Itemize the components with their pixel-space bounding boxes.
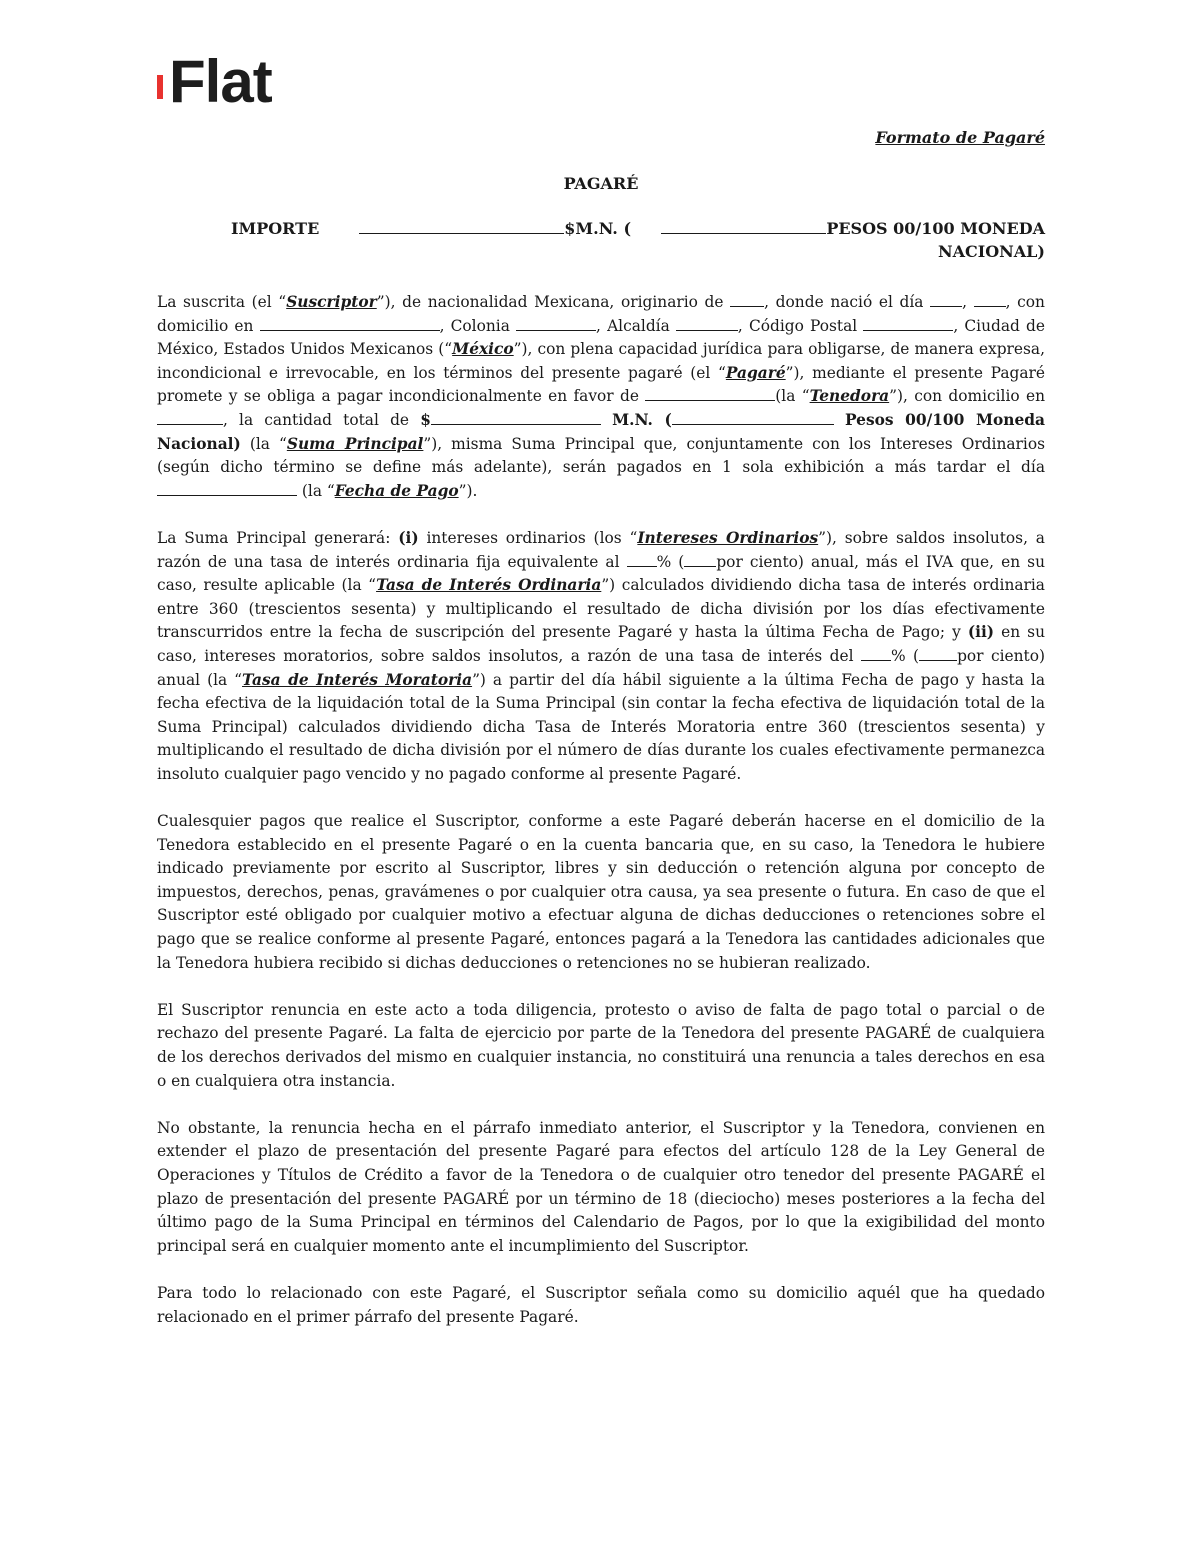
term-suma-principal: Suma Principal: [286, 434, 424, 453]
term-pagare: Pagaré: [725, 363, 786, 382]
importe-words-blank: [661, 218, 826, 234]
term-intereses-ordinarios: Intereses Ordinarios: [637, 528, 819, 547]
paragraph-pagos: Cualesquier pagos que realice el Suscriptor, conforme a este Pagaré deberán hacerse en el domicilio de la Tenedora establecido en el presente Pagaré o en la cuenta bancaria que, en su caso, la Tenedora le hubiere indicado previamente por escrito al Suscriptor, libres y sin deducción o retención alguna por concepto de impuestos, derechos, penas, gravámenes o por cualquier otra causa, ya sea presente o futura. En caso de que el Suscriptor esté obligado por cualquier motivo a efectuar alguna de dichas deducciones o retenciones sobre el pago que se realice conforme al presente Pagaré, entonces pagará a la Tenedora las cantidades adicionales que la Tenedora hubiera recibido si dichas deducciones o retenciones no se hubieran realizado.: [157, 812, 1045, 972]
paragraph-plazo: No obstante, la renuncia hecha en el párrafo inmediato anterior, el Suscriptor y la Tenedora, convienen en extender el plazo de presentación del presente Pagaré para efectos del artículo 128 de la Ley General de Operaciones y Títulos de Crédito a favor de la Tenedora o de cualquier otro tenedor del presente PAGARÉ el plazo de presentación del presente PAGARÉ por un término de 18 (dieciocho) meses posteriores a la fecha del último pago de la Suma Principal en términos del Calendario de Pagos, por lo que la exigibilidad del monto principal será en cualquier momento ante el incumplimiento del Suscriptor.: [157, 1118, 1045, 1255]
paragraph-domicilio: Para todo lo relacionado con este Pagaré, el Suscriptor señala como su domicilio aquél que ha quedado relacionado en el primer párrafo del presente Pagaré.: [157, 1283, 1045, 1326]
importe-label: IMPORTE: [231, 219, 320, 238]
document-label: Formato de Pagaré: [875, 128, 1045, 147]
logo-text: Flat: [169, 48, 272, 115]
blank-tenedora-name: [645, 386, 775, 401]
term-tenedora: Tenedora: [809, 387, 890, 406]
flat-logo: [157, 48, 272, 115]
paragraph-intereses: La Suma Principal generará: (i) intereses ordinarios (los “Intereses Ordinarios”), sobre saldos insolutos, a razón de una tasa de interés ordinaria fija equivalente al % ( por ciento) anual, más el IVA que, en su caso, resulte aplicable (la “Tasa de Interés Ordinaria”) calculados dividiendo dicha tasa de interés ordinaria entre 360 (trescientos sesenta) y multiplicando el resultado de dicha división por los días efectivamente transcurridos entre la fecha de suscripción del presente Pagaré y hasta la última Fecha de Pago; y (ii) en su caso, intereses moratorios, sobre saldos insolutos, a razón de una tasa de interés del % ( por ciento) anual (la “Tasa de Interés Moratoria”) a partir del día hábil siguiente a la última Fecha de pago y hasta la fecha efectiva de la liquidación total de la Suma Principal (sin contar la fecha efectiva de liquidación total de la Suma Principal) calculados dividiendo dicha Tasa de Interés Moratoria entre 360 (trescientos sesenta) y multiplicando el resultado de dicha división por el número de días durante los cuales efectivamente permanezca insoluto cualquier pago vencido y no pagado conforme al presente Pagaré.: [157, 528, 1045, 783]
importe-line: [157, 217, 1045, 263]
blank-origin: [730, 292, 764, 307]
blank-colonia: [516, 316, 596, 331]
blank-ordinary-rate: [627, 552, 657, 567]
term-suscriptor: Suscriptor: [286, 293, 377, 311]
document-body: [157, 128, 1045, 1329]
importe-currency: $M.N. (: [564, 219, 632, 238]
blank-day: [930, 292, 962, 307]
importe-right-text: PESOS 00/100 MONEDA: [826, 219, 1045, 238]
blank-alcaldia: [676, 316, 738, 331]
paragraph-renuncia: El Suscriptor renuncia en este acto a toda diligencia, protesto o aviso de falta de pago total o parcial o de rechazo del presente Pagaré. La falta de ejercicio por parte de la Tenedora del presente PAGARÉ de cualquiera de los derechos derivados del mismo en cualquier instancia, no constituirá una renuncia a tales derechos en esa o en cualquiera otra instancia.: [157, 1000, 1045, 1090]
blank-address: [260, 316, 440, 331]
blank-tenedora-address: [157, 410, 223, 425]
term-tasa-moratoria: Tasa de Interés Moratoria: [242, 670, 473, 689]
paragraph-suscriptor: La suscrita (el “Suscriptor”), de nacionalidad Mexicana, originario de , donde nació el día , , con domicilio en , Colonia , Alcaldía , Código Postal , Ciudad de México, Estados Unidos Mexicanos (“México”), con plena capacidad jurídica para obligarse, de manera expresa, incondicional e irrevocable, en los términos del presente pagaré (el “Pagaré”), mediante el presente Pagaré promete y se obliga a pagar incondicionalmente en favor de (la “Tenedora”), con domicilio en , la cantidad total de $ M.N. ( Pesos 00/100 Moneda Nacional) (la “Suma Principal”), misma Suma Principal que, conjuntamente con los Intereses Ordinarios (según dicho término se define más adelante), serán pagados en 1 sola exhibición a más tardar el día (la “Fecha de Pago”).: [157, 293, 1045, 500]
importe-right: [661, 217, 1045, 263]
blank-postal-code: [863, 316, 953, 331]
logo-accent-bar: [157, 75, 163, 99]
blank-due-date: [157, 481, 297, 496]
importe-amount-blank: [359, 218, 564, 234]
blank-amount-words: [672, 410, 834, 425]
term-mexico: México: [452, 340, 514, 359]
document-title: PAGARÉ: [563, 174, 639, 193]
blank-total-amount: [431, 410, 601, 425]
term-tasa-ordinaria: Tasa de Interés Ordinaria: [376, 576, 602, 595]
importe-right-text-2: NACIONAL): [937, 242, 1045, 261]
blank-month: [974, 292, 1006, 307]
term-fecha-de-pago: Fecha de Pago: [334, 481, 459, 500]
importe-left: [231, 217, 631, 263]
blank-moratory-rate: [861, 646, 891, 661]
blank-moratory-rate-words: [919, 646, 957, 661]
blank-ordinary-rate-words: [684, 552, 716, 567]
